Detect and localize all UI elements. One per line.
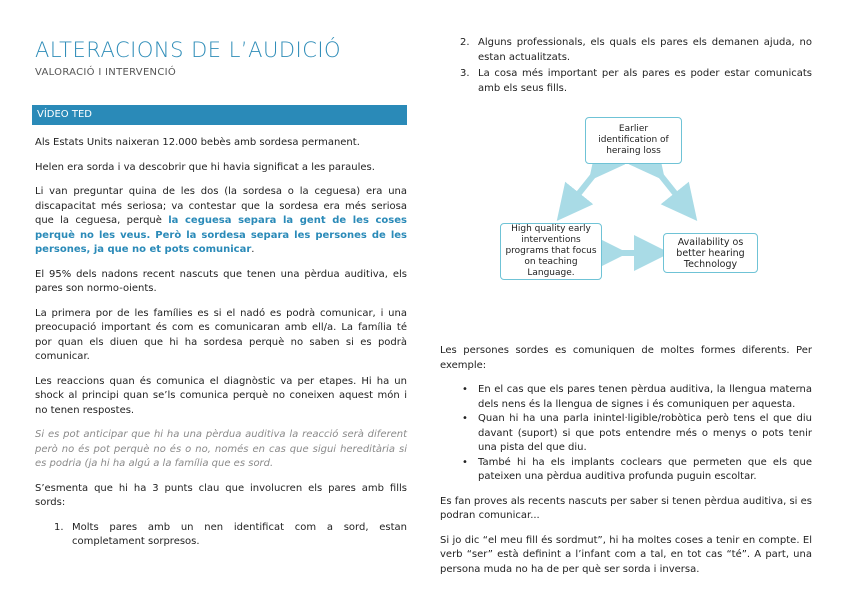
paragraph-4: El 95% dels nadons recent nascuts que tenen una pèrdua auditiva, els pares son normo-oients. xyxy=(35,268,407,294)
list-item-text: La cosa més important per als pares es poder estar comunicats amb els seus fills. xyxy=(478,68,812,94)
section-bar: VÍDEO TED xyxy=(32,105,407,125)
paragraph-2: Helen era sorda i va descobrir que hi havia significat a les paraules. xyxy=(35,161,375,173)
highlight-quote: la ceguesa separa la gent de les coses perquè no les veus. Però la sordesa separa les persones de les persones, ja que no et pots comunicar xyxy=(35,215,407,255)
paragraph-3-text: Li van preguntar quina de les dos (la sordesa o la ceguesa) era una discapacitat més seriosa; va contestar que la sordesa era més seriosa que la ceguesa, perquè xyxy=(35,186,407,226)
diagram-box-identification: Earlier identification of heraing loss xyxy=(585,117,682,164)
bullet-text: En el cas que els pares tenen pèrdua auditiva, la llengua materna dels nens és la llengua de signes i és comuniquen per aquesta. xyxy=(478,384,812,410)
paragraph-7-italic: Si es pot anticipar que hi ha una pèrdua auditiva la reacció serà diferent però no és pot perquè no és o no, només en cas que sigui hereditària si es podria (ja hi ha algú a la família que es sord. xyxy=(35,429,407,469)
bullet-list xyxy=(440,383,812,485)
list-item-text: Alguns professionals, els quals els pares els demanen ajuda, no estan actualitzats. xyxy=(478,37,812,63)
arrow-left xyxy=(568,167,600,207)
bullet-item xyxy=(462,412,812,456)
cycle-diagram xyxy=(440,103,812,351)
diagram-box-interventions: High quality early interventions programs that focus on teaching Language. xyxy=(500,223,602,280)
list-number: 1. xyxy=(54,521,64,533)
paragraph-6: Les reaccions quan és comunica el diagnòstic va per etapes. Hi ha un shock al principi quan se’ls comunica perquè no coneixen aquest món i no tenen respostes. xyxy=(35,375,407,416)
paragraph-forms: Les persones sordes es comuniquen de moltes formes diferents. Per exemple: xyxy=(440,345,812,371)
paragraph-3-end: . xyxy=(251,244,255,255)
numbered-list-continued xyxy=(440,36,812,96)
arrow-right xyxy=(654,167,686,207)
list-item xyxy=(460,67,812,96)
paragraph-8: S’esmenta que hi ha 3 punts clau que involucren els pares amb fills sords: xyxy=(35,482,407,508)
page-subtitle: VALORACIÓ I INTERVENCIÓ xyxy=(35,67,177,78)
paragraph-1: Als Estats Units naixeran 12.000 bebès amb sordesa permanent. xyxy=(35,137,360,148)
bullet-dot-icon: • xyxy=(462,456,468,468)
list-item xyxy=(54,521,407,550)
numbered-list xyxy=(35,521,407,550)
bullet-text: També hi ha els implants coclears que permeten que els que pateixen una pèrdua auditiva profunda puguin escoltar. xyxy=(478,456,812,482)
paragraph-3 xyxy=(35,185,407,258)
diagram-box-technology: Availability os better hearing Technology xyxy=(663,233,758,273)
list-item-text: Molts pares amb un nen identificat com a sord, estan completament sorpresos. xyxy=(72,521,407,547)
list-item xyxy=(460,36,812,65)
right-column xyxy=(440,36,812,577)
left-column xyxy=(35,38,407,550)
paragraph-5: La primera por de les famílies es si el nadó es podrà comunicar, i una preocupació important és com es comunicaran amb ell/a. La família té por quan els diuen que hi ha sordesa perquè no saben si es podrà comunicar. xyxy=(35,307,407,362)
paragraph-tests: Es fan proves als recents nascuts per saber si tenen pèrdua auditiva, si es podran comunicar... xyxy=(440,495,812,521)
page-title: ALTERACIONS DE L’AUDICIÓ xyxy=(35,38,342,62)
bullet-dot-icon: • xyxy=(462,384,468,395)
list-number: 2. xyxy=(460,37,470,48)
bullet-text: Quan hi ha una parla inintel·ligible/robòtica però tens el que diu davant (suport) si que pots entendre més o menys o pots tenir una pista del que diu. xyxy=(478,413,812,453)
paragraph-sordmut: Si jo dic “el meu fill és sordmut”, hi ha moltes coses a tenir en compte. El verb “ser” està definint a l’infant com a tal, en tot cas “té”. A part, una persona muda no ha de per què ser sorda i inversa. xyxy=(440,534,812,575)
list-number: 3. xyxy=(460,68,470,79)
bullet-item xyxy=(462,456,812,485)
bullet-dot-icon: • xyxy=(462,413,468,424)
bullet-item xyxy=(462,383,812,412)
